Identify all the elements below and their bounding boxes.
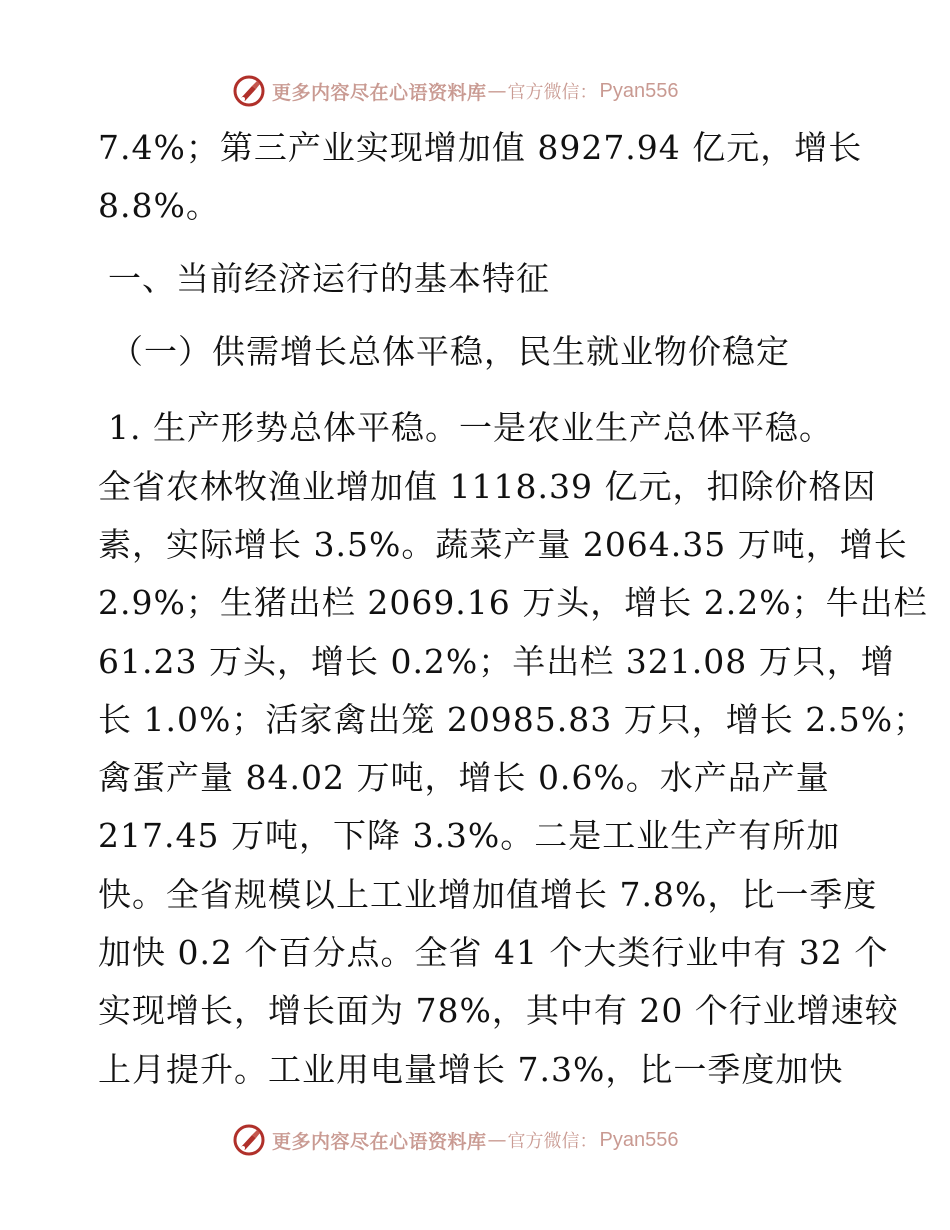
body-line-9: 61.23 万头，增长 0.2%；羊出栏 321.08 万只，增	[98, 642, 895, 681]
watermark-main-text: 更多内容尽在心语资料库	[272, 1130, 487, 1153]
subsection-heading: （一）供需增长总体平稳，民生就业物价稳定	[110, 332, 790, 371]
watermark-handle: Pyan556	[599, 79, 679, 102]
watermark-separator: —	[487, 1129, 507, 1151]
body-line-16: 上月提升。工业用电量增长 7.3%，比一季度加快	[98, 1050, 844, 1089]
body-line-13: 快。全省规模以上工业增加值增长 7.8%，比一季度	[98, 875, 878, 914]
body-line-14: 加快 0.2 个百分点。全省 41 个大类行业中有 32 个	[98, 933, 889, 972]
body-line-15: 实现增长，增长面为 78%，其中有 20 个行业增速较	[98, 991, 899, 1030]
body-line-8: 2.9%；生猪出栏 2069.16 万头，增长 2.2%；牛出栏	[98, 583, 928, 622]
body-line-6: 全省农林牧渔业增加值 1118.39 亿元，扣除价格因	[98, 467, 877, 506]
header-watermark	[232, 73, 678, 109]
fountain-pen-circle-icon	[232, 74, 266, 108]
body-line-5: 1. 生产形势总体平稳。一是农业生产总体平稳。	[108, 408, 833, 447]
body-line-2: 8.8%。	[98, 186, 220, 225]
section-heading: 一、当前经济运行的基本特征	[108, 259, 550, 298]
body-line-10: 长 1.0%；活家禽出笼 20985.83 万只，增长 2.5%；	[98, 700, 928, 739]
body-line-11: 禽蛋产量 84.02 万吨，增长 0.6%。水产品产量	[98, 758, 830, 797]
watermark-handle: Pyan556	[599, 1128, 679, 1151]
watermark-sub-text: 官方微信：	[507, 1131, 598, 1152]
watermark-separator: —	[487, 80, 507, 102]
body-line-1: 7.4%；第三产业实现增加值 8927.94 亿元，增长	[98, 128, 863, 167]
body-line-7: 素，实际增长 3.5%。蔬菜产量 2064.35 万吨，增长	[98, 525, 908, 564]
watermark-main-text: 更多内容尽在心语资料库	[272, 81, 487, 104]
footer-watermark	[232, 1122, 678, 1158]
fountain-pen-circle-icon	[232, 1123, 266, 1157]
body-line-12: 217.45 万吨，下降 3.3%。二是工业生产有所加	[98, 816, 841, 855]
watermark-sub-text: 官方微信：	[507, 82, 598, 103]
